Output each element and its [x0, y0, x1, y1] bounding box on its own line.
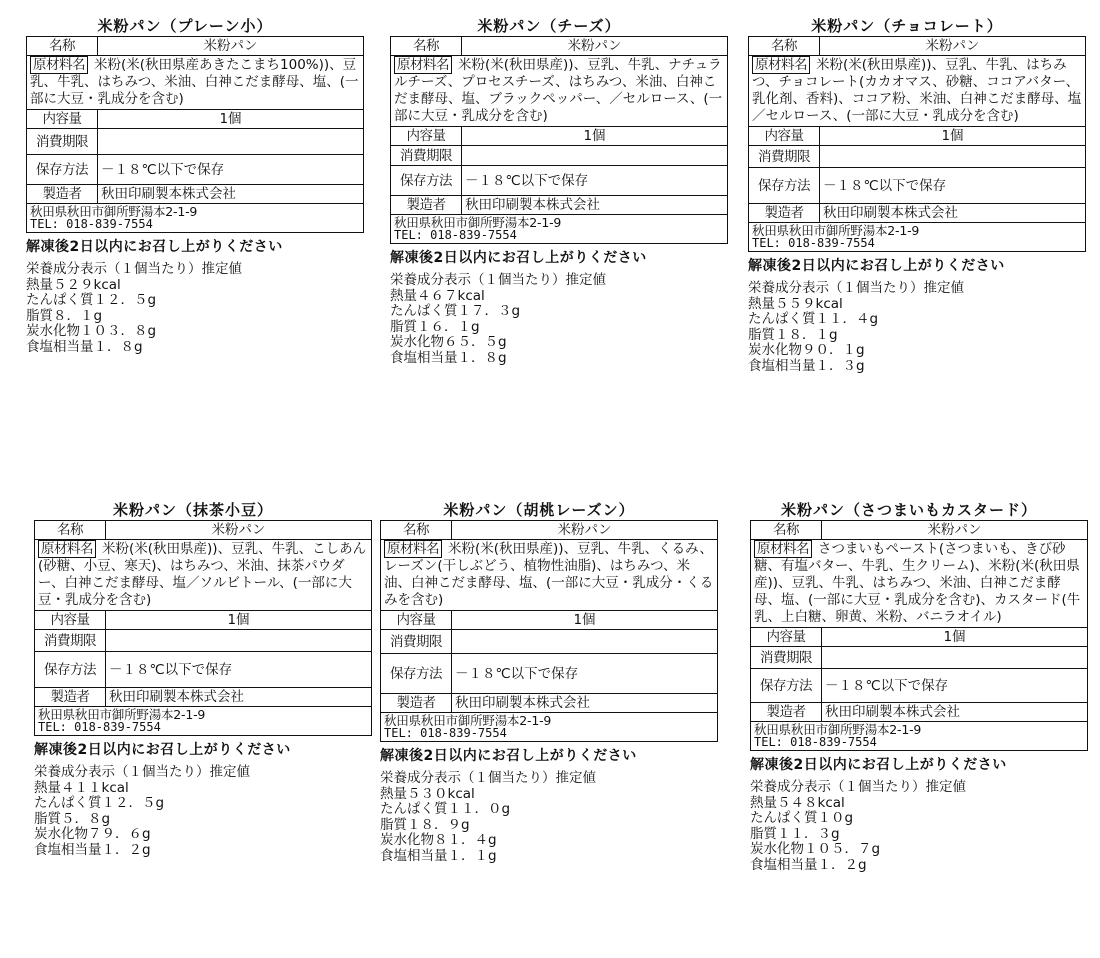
label-table — [390, 36, 728, 244]
quantity-key: 内容量 — [35, 611, 106, 630]
address-cell — [391, 215, 728, 244]
nutrition-list — [390, 289, 728, 367]
name-key: 名称 — [391, 37, 462, 56]
product-label — [34, 500, 372, 858]
expiry-key: 消費期限 — [751, 647, 822, 669]
maker-row — [381, 694, 718, 713]
nutrition-block — [390, 273, 728, 366]
quantity-row — [749, 127, 1086, 146]
thaw-note: 解凍後2日以内にお召し上がりください — [34, 742, 291, 758]
maker-key: 製造者 — [35, 688, 106, 707]
ingredients-cell — [27, 56, 364, 110]
address-cell — [381, 713, 718, 742]
maker-key: 製造者 — [381, 694, 452, 713]
expiry-key: 消費期限 — [381, 630, 452, 654]
name-value: 米粉パン — [106, 521, 372, 540]
quantity-value: 1個 — [98, 110, 364, 129]
label-table — [26, 36, 364, 233]
nutrition-item: 脂質１１．３g — [750, 825, 840, 842]
maker-key: 製造者 — [751, 703, 822, 722]
quantity-value: 1個 — [820, 127, 1086, 146]
maker-key: 製造者 — [391, 196, 462, 215]
nutrition-item: 炭水化物９０．１g — [748, 342, 865, 358]
expiry-key: 消費期限 — [391, 146, 462, 166]
thaw-note: 解凍後2日以内にお召し上がりください — [26, 239, 283, 255]
product-label — [390, 16, 728, 366]
maker-value: 秋田印刷製本株式会社 — [462, 196, 728, 215]
product-title: 米粉パン（胡桃レーズン） — [443, 501, 635, 519]
expiry-row — [391, 146, 728, 166]
maker-key: 製造者 — [749, 204, 820, 223]
ingredients-key: 原材料名 — [394, 56, 452, 74]
expiry-row — [751, 647, 1088, 669]
name-value: 米粉パン — [452, 521, 718, 540]
storage-key: 保存方法 — [27, 155, 98, 185]
name-key: 名称 — [27, 37, 98, 56]
ingredients-cell — [751, 540, 1088, 628]
nutrition-item: たんぱく質１７．３g — [390, 303, 521, 319]
address-row — [391, 215, 728, 244]
nutrition-item: たんぱく質１１．４g — [748, 311, 879, 327]
expiry-value — [106, 630, 372, 652]
expiry-value — [98, 129, 364, 155]
expiry-key: 消費期限 — [35, 630, 106, 652]
name-value: 米粉パン — [822, 521, 1088, 540]
quantity-row — [751, 628, 1088, 647]
maker-key: 製造者 — [27, 185, 98, 204]
address-cell — [749, 223, 1086, 252]
name-value: 米粉パン — [820, 37, 1086, 56]
quantity-value: 1個 — [106, 611, 372, 630]
product-label — [750, 500, 1088, 873]
quantity-row — [35, 611, 372, 630]
nutrition-list — [26, 278, 364, 356]
nutrition-block — [750, 780, 1088, 873]
nutrition-list — [380, 787, 718, 865]
ingredients-row — [751, 540, 1088, 628]
storage-row — [749, 168, 1086, 204]
label-table — [750, 520, 1088, 751]
name-row — [391, 37, 728, 56]
name-row — [381, 521, 718, 540]
expiry-row — [381, 630, 718, 654]
storage-key: 保存方法 — [751, 669, 822, 703]
address-cell — [35, 707, 372, 736]
tel-text: TEL: 018-839-7554 — [752, 236, 875, 250]
storage-row — [27, 155, 364, 185]
product-title: 米粉パン（さつまいもカスタード） — [780, 501, 1037, 519]
ingredients-value: 米粉(米(秋田県産))、豆乳、牛乳、ナチュラルチーズ、プロセスチーズ、はちみつ、米油、白神こだま酵母、塩、ブラックペッパー、／セルロース、(一部に大豆・乳成分を含む) — [394, 57, 723, 124]
name-row — [749, 37, 1086, 56]
expiry-row — [27, 129, 364, 155]
nutrition-item: 食塩相当量１．２g — [750, 856, 867, 873]
product-title: 米粉パン（チーズ） — [477, 17, 621, 35]
label-table — [34, 520, 372, 736]
name-key: 名称 — [381, 521, 452, 540]
quantity-key: 内容量 — [391, 127, 462, 146]
nutrition-item: 食塩相当量１．８g — [26, 338, 143, 355]
storage-row — [35, 652, 372, 688]
nutrition-item: 炭水化物７９．６g — [34, 826, 151, 842]
storage-value: －１８℃以下で保存 — [98, 155, 364, 185]
product-title: 米粉パン（抹茶小豆） — [112, 501, 273, 519]
name-key: 名称 — [35, 521, 106, 540]
storage-value: －１８℃以下で保存 — [106, 652, 372, 688]
address-cell — [27, 204, 364, 233]
nutrition-block — [380, 771, 718, 864]
quantity-row — [27, 110, 364, 129]
name-value: 米粉パン — [98, 37, 364, 56]
ingredients-row — [381, 540, 718, 611]
storage-key: 保存方法 — [381, 654, 452, 694]
storage-value: －１８℃以下で保存 — [822, 669, 1088, 703]
expiry-key: 消費期限 — [27, 129, 98, 155]
address-text: 秋田県秋田市御所野湯本2-1-9 — [38, 707, 206, 722]
expiry-row — [35, 630, 372, 652]
name-row — [27, 37, 364, 56]
nutrition-item: 炭水化物１０３．８g — [26, 323, 157, 339]
label-table — [748, 36, 1086, 252]
ingredients-value: 米粉(米(秋田県産))、豆乳、牛乳、くるみ、レーズン(干しぶどう、植物性油脂)、はちみつ、米油、白神こだま酵母、塩、(一部に大豆・乳成分・くるみを含む) — [384, 541, 714, 608]
thaw-note: 解凍後2日以内にお召し上がりください — [748, 258, 1005, 274]
address-cell — [751, 722, 1088, 751]
expiry-key: 消費期限 — [749, 146, 820, 168]
nutrition-list — [34, 781, 372, 859]
nutrition-header: 栄養成分表示（１個当たり）推定値 — [380, 770, 596, 786]
nutrition-item: 熱量４１１kcal — [34, 779, 129, 796]
ingredients-cell — [391, 56, 728, 127]
quantity-row — [391, 127, 728, 146]
quantity-key: 内容量 — [27, 110, 98, 129]
nutrition-item: 炭水化物６５．５g — [390, 334, 507, 350]
address-row — [381, 713, 718, 742]
storage-key: 保存方法 — [35, 652, 106, 688]
nutrition-item: たんぱく質１１．０g — [380, 801, 511, 817]
storage-value: －１８℃以下で保存 — [452, 654, 718, 694]
expiry-value — [820, 146, 1086, 168]
nutrition-header: 栄養成分表示（１個当たり）推定値 — [34, 764, 250, 780]
nutrition-item: 熱量５２９kcal — [26, 276, 121, 293]
maker-row — [35, 688, 372, 707]
nutrition-item: 炭水化物８１．４g — [380, 832, 497, 848]
storage-value: －１８℃以下で保存 — [462, 166, 728, 196]
quantity-value: 1個 — [452, 611, 718, 630]
thaw-note: 解凍後2日以内にお召し上がりください — [390, 250, 647, 266]
nutrition-item: 脂質１８．１g — [748, 326, 838, 343]
address-row — [35, 707, 372, 736]
ingredients-row — [391, 56, 728, 127]
nutrition-item: 熱量５５９kcal — [748, 295, 843, 312]
maker-row — [27, 185, 364, 204]
tel-text: TEL: 018-839-7554 — [384, 726, 507, 740]
storage-row — [751, 669, 1088, 703]
nutrition-item: 炭水化物１０５．７g — [750, 841, 881, 857]
quantity-row — [381, 611, 718, 630]
expiry-row — [749, 146, 1086, 168]
nutrition-item: 脂質１８．９g — [380, 816, 470, 833]
nutrition-item: たんぱく質１０g — [750, 810, 854, 826]
nutrition-block — [34, 765, 372, 858]
nutrition-list — [748, 297, 1086, 375]
nutrition-header: 栄養成分表示（１個当たり）推定値 — [748, 280, 964, 296]
quantity-key: 内容量 — [749, 127, 820, 146]
ingredients-value: 米粉(米(秋田県産))、豆乳、牛乳、こしあん(砂糖、小豆、寒天)、はちみつ、米油、抹茶パウダー、白神こだま酵母、塩／ソルビトール、(一部に大豆・乳成分を含む) — [38, 541, 367, 608]
ingredients-row — [27, 56, 364, 110]
maker-row — [749, 204, 1086, 223]
maker-value: 秋田印刷製本株式会社 — [452, 694, 718, 713]
quantity-value: 1個 — [822, 628, 1088, 647]
address-text: 秋田県秋田市御所野湯本2-1-9 — [394, 215, 562, 230]
ingredients-value: さつまいもペースト(さつまいも、きび砂糖、有塩バター、牛乳、生クリーム)、米粉(米(秋田県産))、豆乳、牛乳、はちみつ、米油、白神こだま酵母、塩、(一部に大豆・乳成分を含む)、カスタード(牛乳、上白糖、卵黄、米粉、バニラオイル) — [754, 541, 1081, 625]
ingredients-cell — [35, 540, 372, 611]
address-row — [751, 722, 1088, 751]
nutrition-item: 熱量５３０kcal — [380, 785, 475, 802]
ingredients-row — [749, 56, 1086, 127]
nutrition-block — [748, 281, 1086, 374]
tel-text: TEL: 018-839-7554 — [394, 228, 517, 242]
address-text: 秋田県秋田市御所野湯本2-1-9 — [754, 722, 922, 737]
nutrition-item: 食塩相当量１．１g — [380, 847, 497, 864]
product-label — [26, 16, 364, 355]
address-text: 秋田県秋田市御所野湯本2-1-9 — [384, 713, 552, 728]
product-title: 米粉パン（チョコレート） — [811, 17, 1003, 35]
address-row — [27, 204, 364, 233]
nutrition-item: たんぱく質１２．５g — [34, 795, 165, 811]
ingredients-value: 米粉(米(秋田県産))、豆乳、牛乳、はちみつ、チョコレート(カカオマス、砂糖、ココアバター、乳化剤、香料)、ココア粉、米油、白神こだま酵母、塩／セルロース、(一部に大豆・乳成分を含む) — [752, 57, 1082, 124]
expiry-value — [462, 146, 728, 166]
product-label — [380, 500, 718, 864]
maker-value: 秋田印刷製本株式会社 — [822, 703, 1088, 722]
label-table — [380, 520, 718, 742]
nutrition-item: 食塩相当量１．８g — [390, 349, 507, 366]
maker-value: 秋田印刷製本株式会社 — [98, 185, 364, 204]
nutrition-block — [26, 262, 364, 355]
ingredients-key: 原材料名 — [38, 540, 96, 558]
thaw-note: 解凍後2日以内にお召し上がりください — [380, 748, 637, 764]
quantity-key: 内容量 — [751, 628, 822, 647]
storage-key: 保存方法 — [391, 166, 462, 196]
maker-row — [751, 703, 1088, 722]
storage-value: －１８℃以下で保存 — [820, 168, 1086, 204]
maker-value: 秋田印刷製本株式会社 — [106, 688, 372, 707]
tel-text: TEL: 018-839-7554 — [38, 720, 161, 734]
storage-key: 保存方法 — [749, 168, 820, 204]
nutrition-header: 栄養成分表示（１個当たり）推定値 — [750, 779, 966, 795]
quantity-key: 内容量 — [381, 611, 452, 630]
ingredients-key: 原材料名 — [754, 540, 812, 558]
ingredients-cell — [749, 56, 1086, 127]
nutrition-item: 食塩相当量１．３g — [748, 357, 865, 374]
name-row — [751, 521, 1088, 540]
nutrition-item: 熱量５４８kcal — [750, 794, 845, 811]
nutrition-item: たんぱく質１２．５g — [26, 292, 157, 308]
nutrition-header: 栄養成分表示（１個当たり）推定値 — [26, 261, 242, 277]
expiry-value — [452, 630, 718, 654]
name-value: 米粉パン — [462, 37, 728, 56]
ingredients-row — [35, 540, 372, 611]
nutrition-item: 脂質５．８g — [34, 810, 111, 827]
storage-row — [381, 654, 718, 694]
ingredients-value: 米粉(米(秋田県産あきたこまち100%))、豆乳、牛乳、はちみつ、米油、白神こだま酵母、塩、(一部に大豆・乳成分を含む) — [30, 57, 359, 107]
address-row — [749, 223, 1086, 252]
nutrition-item: 熱量４６７kcal — [390, 287, 485, 304]
tel-text: TEL: 018-839-7554 — [30, 217, 153, 231]
maker-row — [391, 196, 728, 215]
name-row — [35, 521, 372, 540]
maker-value: 秋田印刷製本株式会社 — [820, 204, 1086, 223]
nutrition-item: 脂質８．１g — [26, 307, 103, 324]
address-text: 秋田県秋田市御所野湯本2-1-9 — [752, 223, 920, 238]
nutrition-item: 脂質１６．１g — [390, 318, 480, 335]
address-text: 秋田県秋田市御所野湯本2-1-9 — [30, 204, 198, 219]
expiry-value — [822, 647, 1088, 669]
name-key: 名称 — [751, 521, 822, 540]
nutrition-item: 食塩相当量１．２g — [34, 841, 151, 858]
tel-text: TEL: 018-839-7554 — [754, 735, 877, 749]
name-key: 名称 — [749, 37, 820, 56]
product-title: 米粉パン（プレーン小） — [97, 17, 273, 35]
ingredients-key: 原材料名 — [30, 56, 88, 74]
nutrition-header: 栄養成分表示（１個当たり）推定値 — [390, 272, 606, 288]
thaw-note: 解凍後2日以内にお召し上がりください — [750, 757, 1007, 773]
product-label — [748, 16, 1086, 374]
ingredients-cell — [381, 540, 718, 611]
quantity-value: 1個 — [462, 127, 728, 146]
ingredients-key: 原材料名 — [752, 56, 810, 74]
nutrition-list — [750, 796, 1088, 874]
ingredients-key: 原材料名 — [384, 540, 442, 558]
storage-row — [391, 166, 728, 196]
